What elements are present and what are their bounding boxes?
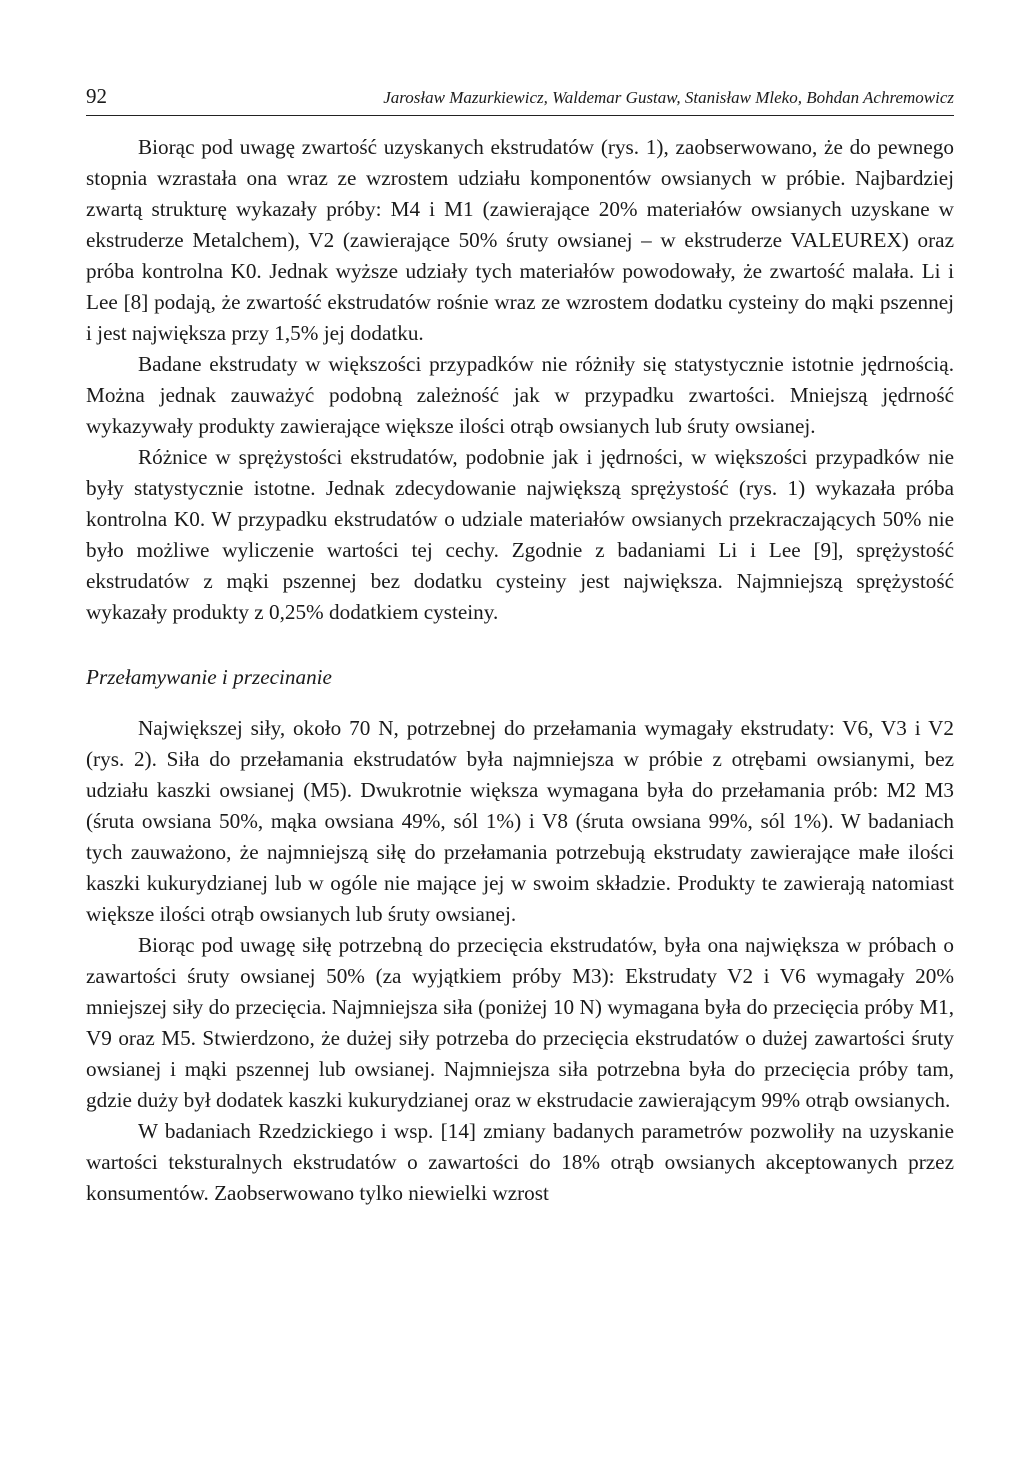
running-head: Jarosław Mazurkiewicz, Waldemar Gustaw, Stanisław Mleko, Bohdan Achremowicz xyxy=(383,88,954,107)
page-number: 92 xyxy=(86,84,107,108)
page-header xyxy=(86,84,954,116)
paragraph: Biorąc pod uwagę zwartość uzyskanych ekstrudatów (rys. 1), zaobserwowano, że do pewnego stopnia wzrastała ona wraz ze wzrostem udziału komponentów owsianych w próbie. Najbardziej zwartą strukturę wykazały próby: M4 i M1 (zawierające 20% materiałów owsianych uzyskane w ekstruderze Metalchem), V2 (zawierające 50% śruty owsianej – w ekstruderze VALEUREX) oraz próba kontrolna K0. Jednak wyższe udziały tych materiałów powodowały, że zwartość malała. Li i Lee [8] podają, że zwartość ekstrudatów rośnie wraz ze wzrostem dodatku cysteiny do mąki pszennej i jest największa przy 1,5% jej dodatku. xyxy=(86,135,954,345)
paragraph: Badane ekstrudaty w większości przypadków nie różniły się statystycznie istotnie jędrnością. Można jednak zauważyć podobną zależność jak w przypadku zwartości. Mniejszą jędrność wykazywały produkty zawierające większe ilości otrąb owsianych lub śruty owsianej. xyxy=(86,352,954,438)
paragraph: Różnice w sprężystości ekstrudatów, podobnie jak i jędrności, w większości przypadków nie były statystycznie istotne. Jednak zdecydowanie największą sprężystość (rys. 1) wykazała próba kontrolna K0. W przypadku ekstrudatów o udziale materiałów owsianych przekraczających 50% nie było możliwe wyliczenie wartości tej cechy. Zgodnie z badaniami Li i Lee [9], sprężystość ekstrudatów z mąki pszennej bez dodatku cysteiny jest największa. Najmniejszą sprężystość wykazały produkty z 0,25% dodatkiem cysteiny. xyxy=(86,445,954,624)
paragraph: Największej siły, około 70 N, potrzebnej do przełamania wymagały ekstrudaty: V6, V3 i V2 (rys. 2). Siła do przełamania ekstrudatów była najmniejsza w próbie z otrębami owsianymi, bez udziału kaszki owsianej (M5). Dwukrotnie większa wymagana była do przełamania prób: M2 M3 (śruta owsiana 50%, mąka owsiana 49%, sól 1%) i V8 (śruta owsiana 99%, sól 1%). W badaniach tych zauważono, że najmniejszą siłę do przełamania potrzebują ekstrudaty zawierające małe ilości kaszki kukurydzianej lub w ogóle nie mające jej w swoim składzie. Produkty te zawierają natomiast większe ilości otrąb owsianych lub śruty owsianej. xyxy=(86,716,954,926)
paragraph: Biorąc pod uwagę siłę potrzebną do przecięcia ekstrudatów, była ona największa w próbach o zawartości śruty owsianej 50% (za wyjątkiem próby M3): Ekstrudaty V2 i V6 wymagały 20% mniejszej siły do przecięcia. Najmniejsza siła (poniżej 10 N) wymagana była do przecięcia próby M1, V9 oraz M5. Stwierdzono, że dużej siły potrzeba do przecięcia ekstrudatów o dużej zawartości śruty owsianej i mąki pszennej lub owsianej. Najmniejsza siła potrzebna była do przecięcia próby tam, gdzie duży był dodatek kaszki kukurydzianej oraz w ekstrudacie zawierającym 99% otrąb owsianych. xyxy=(86,933,954,1112)
section-heading: Przełamywanie i przecinanie xyxy=(86,665,332,689)
paragraph: W badaniach Rzedzickiego i wsp. [14] zmiany badanych parametrów pozwoliły na uzyskanie wartości teksturalnych ekstrudatów o zawartości do 18% otrąb owsianych akceptowanych przez konsumentów. Zaobserwowano tylko niewielki wzrost xyxy=(86,1119,954,1205)
body-text xyxy=(86,132,954,1209)
